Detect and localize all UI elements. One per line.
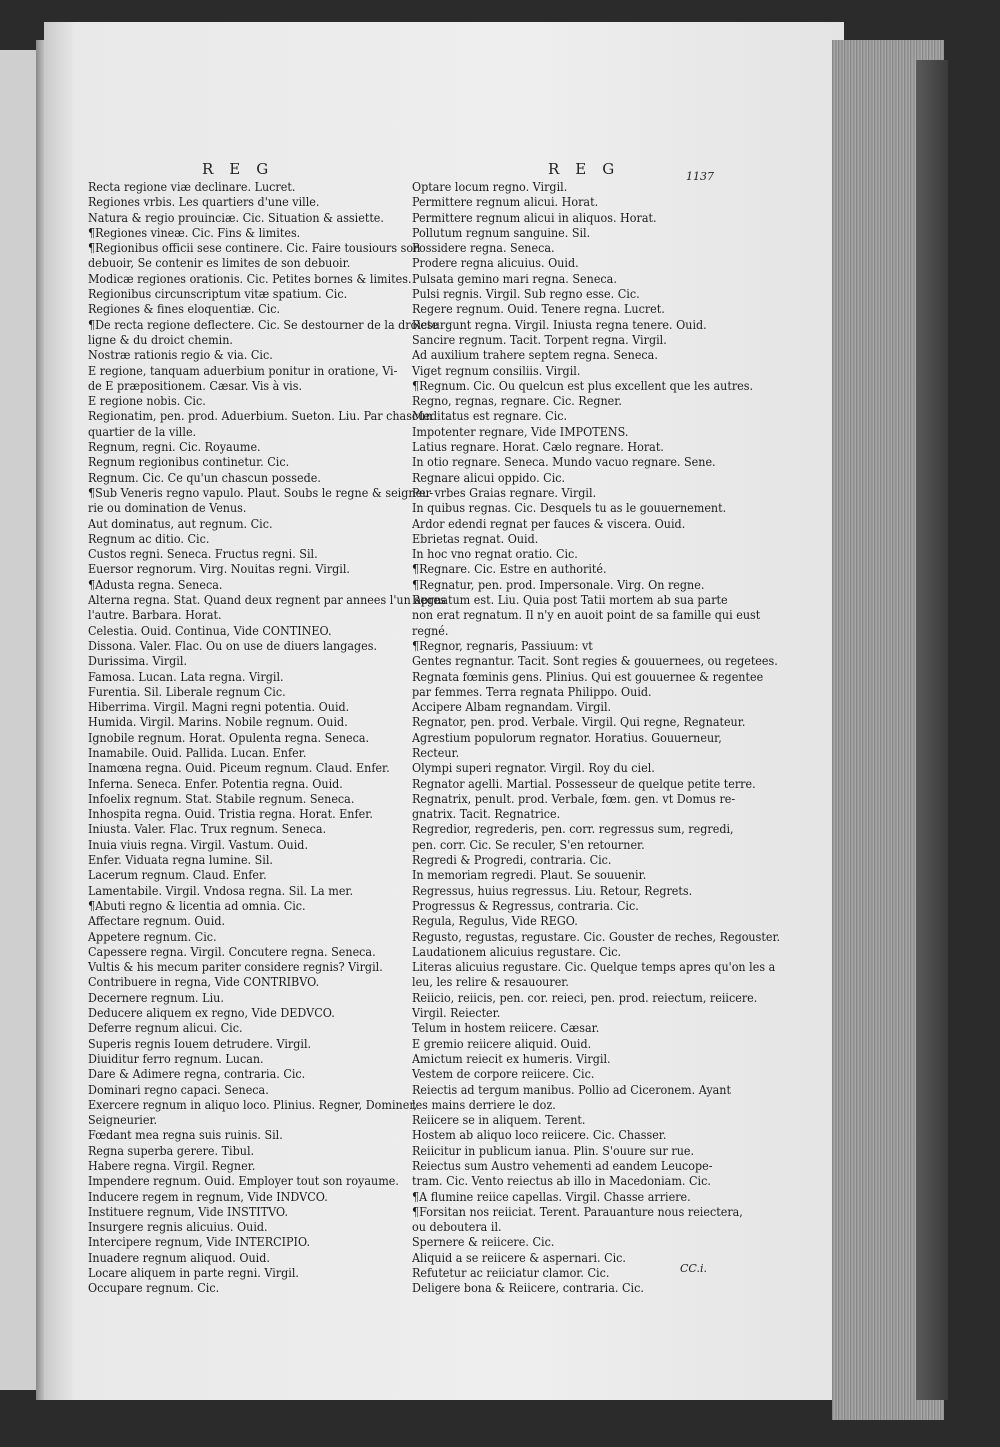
text-line: Regnator, pen. prod. Verbale. Virgil. Qui regne, Regnateur. bbox=[412, 715, 746, 730]
text-line: Telum in hostem reiicere. Cæsar. bbox=[412, 1021, 600, 1036]
text-line: Spernere & reiicere. Cic. bbox=[412, 1235, 555, 1250]
text-line: gnatrix. Tacit. Regnatrice. bbox=[412, 807, 561, 822]
right-text-column bbox=[412, 180, 781, 1297]
text-line: ¶Regiones vineæ. Cic. Fins & limites. bbox=[88, 225, 301, 240]
running-head-right: REG bbox=[548, 160, 631, 178]
text-line: tram. Cic. Vento reiectus ab illo in Macedoniam. Cic. bbox=[412, 1174, 711, 1189]
text-line: Accipere Albam regnandam. Virgil. bbox=[412, 700, 612, 715]
text-line: Regere regnum. Ouid. Tenere regna. Lucret. bbox=[412, 302, 665, 317]
text-line: Occupare regnum. Cic. bbox=[88, 1281, 220, 1296]
text-line: ¶De recta regione deflectere. Cic. Se destourner de la droicte bbox=[88, 317, 439, 332]
text-line: non erat regnatum. Il n'y en auoit point de sa famille qui eust bbox=[412, 608, 761, 623]
text-line: Modicæ regiones orationis. Cic. Petites bornes & limites. bbox=[88, 271, 412, 286]
text-line: Vestem de corpore reiicere. Cic. bbox=[412, 1067, 595, 1082]
text-line: ¶Forsitan nos reiiciat. Terent. Parauanture nous reiectera, bbox=[412, 1204, 743, 1219]
text-line: de E præpositionem. Cæsar. Vis à vis. bbox=[88, 378, 303, 393]
text-line: Literas alicuius regustare. Cic. Quelque temps apres qu'on les a bbox=[412, 960, 776, 975]
text-line: Regnator agelli. Martial. Possesseur de quelque petite terre. bbox=[412, 776, 756, 791]
text-line: Gentes regnantur. Tacit. Sont regies & gouuernees, ou regetees. bbox=[412, 654, 778, 669]
text-line: par femmes. Terra regnata Philippo. Ouid. bbox=[412, 684, 652, 699]
text-line: ¶Regnare. Cic. Estre en authorité. bbox=[412, 562, 607, 577]
text-line: ¶Regnatur, pen. prod. Impersonale. Virg. On regne. bbox=[412, 577, 705, 592]
text-line: Humida. Virgil. Marins. Nobile regnum. Ouid. bbox=[88, 715, 348, 730]
text-line: ¶Regnor, regnaris, Passiuum: vt bbox=[412, 638, 593, 653]
text-line: Appetere regnum. Cic. bbox=[88, 929, 217, 944]
text-line: Permittere regnum alicui. Horat. bbox=[412, 195, 599, 210]
text-line: Vultis & his mecum pariter considere regnis? Virgil. bbox=[88, 960, 383, 975]
text-line: leu, les relire & resauourer. bbox=[412, 975, 569, 990]
text-line: ligne & du droict chemin. bbox=[88, 332, 233, 347]
text-line: Furentia. Sil. Liberale regnum Cic. bbox=[88, 684, 286, 699]
text-line: ¶Regnum. Cic. Ou quelcun est plus excellent que les autres. bbox=[412, 378, 754, 393]
text-line: Inamabile. Ouid. Pallida. Lucan. Enfer. bbox=[88, 745, 307, 760]
text-line: Inhospita regna. Ouid. Tristia regna. Horat. Enfer. bbox=[88, 807, 373, 822]
text-line: Hiberrima. Virgil. Magni regni potentia. Ouid. bbox=[88, 700, 350, 715]
text-line: Locare aliquem in parte regni. Virgil. bbox=[88, 1266, 299, 1281]
text-line: Recteur. bbox=[412, 745, 460, 760]
text-line: Euersor regnorum. Virg. Nouitas regni. Virgil. bbox=[88, 562, 350, 577]
text-line: Capessere regna. Virgil. Concutere regna. Seneca. bbox=[88, 944, 376, 959]
text-line: Reiectis ad tergum manibus. Pollio ad Ciceronem. Ayant bbox=[412, 1082, 731, 1097]
text-line: Durissima. Virgil. bbox=[88, 654, 188, 669]
text-line: Regionatim, pen. prod. Aduerbium. Sueton. Liu. Par chascun bbox=[88, 409, 433, 424]
text-line: Regnum regionibus continetur. Cic. bbox=[88, 455, 290, 470]
text-line: Deligere bona & Reiicere, contraria. Cic. bbox=[412, 1281, 644, 1296]
text-line: Deducere aliquem ex regno, Vide DEDVCO. bbox=[88, 1006, 335, 1021]
text-line: E regione nobis. Cic. bbox=[88, 394, 206, 409]
text-line: Infoelix regnum. Stat. Stabile regnum. Seneca. bbox=[88, 791, 355, 806]
text-line: rie ou domination de Venus. bbox=[88, 501, 247, 516]
text-line: Possidere regna. Seneca. bbox=[412, 241, 555, 256]
text-line: Regressus, huius regressus. Liu. Retour, Regrets. bbox=[412, 883, 693, 898]
text-line: Olympi superi regnator. Virgil. Roy du ciel. bbox=[412, 761, 655, 776]
text-line: Regredi & Progredi, contraria. Cic. bbox=[412, 853, 612, 868]
text-line: Permittere regnum alicui in aliquos. Horat. bbox=[412, 210, 657, 225]
text-line: Famosa. Lucan. Lata regna. Virgil. bbox=[88, 669, 284, 684]
text-line: Reiicio, reiicis, pen. cor. reieci, pen. prod. reiectum, reiicere. bbox=[412, 990, 758, 1005]
text-line: Per vrbes Graias regnare. Virgil. bbox=[412, 485, 597, 500]
text-line: ¶A flumine reiice capellas. Virgil. Chasse arriere. bbox=[412, 1189, 691, 1204]
text-line: Regnum. Cic. Ce qu'un chascun possede. bbox=[88, 470, 321, 485]
text-line: Reiicere se in aliquem. Terent. bbox=[412, 1113, 586, 1128]
text-line: Superis regnis Iouem detrudere. Virgil. bbox=[88, 1036, 312, 1051]
text-line: Inuia viuis regna. Virgil. Vastum. Ouid. bbox=[88, 837, 308, 852]
text-line: Custos regni. Seneca. Fructus regni. Sil. bbox=[88, 547, 318, 562]
text-line: In hoc vno regnat oratio. Cic. bbox=[412, 547, 578, 562]
text-line: Inuadere regnum aliquod. Ouid. bbox=[88, 1250, 270, 1265]
text-line: Lamentabile. Virgil. Vndosa regna. Sil. La mer. bbox=[88, 883, 354, 898]
text-line: Prodere regna alicuius. Ouid. bbox=[412, 256, 579, 271]
text-line: Inferna. Seneca. Enfer. Potentia regna. Ouid. bbox=[88, 776, 343, 791]
text-line: Lacerum regnum. Claud. Enfer. bbox=[88, 868, 267, 883]
text-line: ¶Abuti regno & licentia ad omnia. Cic. bbox=[88, 898, 306, 913]
text-line: Inducere regem in regnum, Vide INDVCO. bbox=[88, 1189, 328, 1204]
cover-edge bbox=[916, 60, 948, 1400]
text-line: Celestia. Ouid. Continua, Vide CONTINEO. bbox=[88, 623, 332, 638]
text-line: Refutetur ac reiiciatur clamor. Cic. bbox=[412, 1266, 610, 1281]
text-line: Impotenter regnare, Vide IMPOTENS. bbox=[412, 424, 629, 439]
text-line: Impendere regnum. Ouid. Employer tout son royaume. bbox=[88, 1174, 399, 1189]
text-line: Regiones & fines eloquentiæ. Cic. bbox=[88, 302, 281, 317]
text-line: Latius regnare. Horat. Cælo regnare. Horat. bbox=[412, 440, 664, 455]
signature-mark: CC.i. bbox=[680, 1262, 707, 1275]
text-line: Insurgere regnis alicuius. Ouid. bbox=[88, 1220, 268, 1235]
text-line: Natura & regio prouinciæ. Cic. Situation & assiette. bbox=[88, 210, 384, 225]
text-line: les mains derriere le doz. bbox=[412, 1097, 556, 1112]
text-line: In memoriam regredi. Plaut. Se souuenir. bbox=[412, 868, 647, 883]
text-line: regné. bbox=[412, 623, 449, 638]
text-line: Regionibus circunscriptum vitæ spatium. Cic. bbox=[88, 287, 348, 302]
text-line: Regnatrix, penult. prod. Verbale, fœm. gen. vt Domus re- bbox=[412, 791, 736, 806]
text-line: E gremio reiicere aliquid. Ouid. bbox=[412, 1036, 592, 1051]
text-line: Enfer. Viduata regna lumine. Sil. bbox=[88, 853, 273, 868]
text-line: Affectare regnum. Ouid. bbox=[88, 914, 226, 929]
text-line: Regusto, regustas, regustare. Cic. Gouster de reches, Regouster. bbox=[412, 929, 781, 944]
text-line: Exercere regnum in aliquo loco. Plinius. Regner, Dominer, bbox=[88, 1097, 417, 1112]
text-line: Viget regnum consiliis. Virgil. bbox=[412, 363, 581, 378]
text-line: Dare & Adimere regna, contraria. Cic. bbox=[88, 1067, 306, 1082]
text-line: Diuiditur ferro regnum. Lucan. bbox=[88, 1051, 264, 1066]
text-line: Meditatus est regnare. Cic. bbox=[412, 409, 568, 424]
text-line: Aliquid a se reiicere & aspernari. Cic. bbox=[412, 1250, 626, 1265]
text-line: Intercipere regnum, Vide INTERCIPIO. bbox=[88, 1235, 311, 1250]
text-line: l'autre. Barbara. Horat. bbox=[88, 608, 222, 623]
text-line: Regna superba gerere. Tibul. bbox=[88, 1143, 255, 1158]
text-line: Instituere regnum, Vide INSTITVO. bbox=[88, 1204, 289, 1219]
text-line: Ignobile regnum. Horat. Opulenta regna. Seneca. bbox=[88, 730, 370, 745]
text-line: Ardor edendi regnat per fauces & viscera. Ouid. bbox=[412, 516, 686, 531]
text-line: Contribuere in regna, Vide CONTRIBVO. bbox=[88, 975, 320, 990]
text-line: Pulsata gemino mari regna. Seneca. bbox=[412, 271, 617, 286]
text-line: Regiones vrbis. Les quartiers d'une ville. bbox=[88, 195, 320, 210]
text-line: ¶Regionibus officii sese continere. Cic. Faire tousiours son bbox=[88, 241, 421, 256]
text-line: Decernere regnum. Liu. bbox=[88, 990, 224, 1005]
text-line: Reiectus sum Austro vehementi ad eandem Leucope- bbox=[412, 1159, 713, 1173]
text-line: ¶Adusta regna. Seneca. bbox=[88, 577, 223, 592]
text-line: Optare locum regno. Virgil. bbox=[412, 180, 568, 194]
text-line: Amictum reiecit ex humeris. Virgil. bbox=[412, 1051, 611, 1066]
text-line: Pulsi regnis. Virgil. Sub regno esse. Cic. bbox=[412, 287, 640, 302]
text-line: Seigneurier. bbox=[88, 1113, 158, 1128]
text-line: Aut dominatus, aut regnum. Cic. bbox=[88, 516, 273, 531]
text-line: Virgil. Reiecter. bbox=[412, 1006, 501, 1021]
text-line: Laudationem alicuius regustare. Cic. bbox=[412, 944, 622, 959]
text-line: Deferre regnum alicui. Cic. bbox=[88, 1021, 243, 1036]
text-line: Regnare alicui oppido. Cic. bbox=[412, 470, 566, 485]
text-line: Regula, Regulus, Vide REGO. bbox=[412, 914, 578, 929]
text-line: Regnata fœminis gens. Plinius. Qui est gouuernee & regentee bbox=[412, 669, 764, 684]
text-line: Resurgunt regna. Virgil. Iniusta regna tenere. Ouid. bbox=[412, 317, 707, 332]
text-line: Dissona. Valer. Flac. Ou on use de diuers langages. bbox=[88, 638, 378, 653]
text-line: In otio regnare. Seneca. Mundo vacuo regnare. Sene. bbox=[412, 455, 716, 470]
text-line: Reiicitur in publicum ianua. Plin. S'ouure sur rue. bbox=[412, 1143, 695, 1158]
text-line: Sancire regnum. Tacit. Torpent regna. Virgil. bbox=[412, 332, 667, 347]
text-line: debuoir, Se contenir es limites de son debuoir. bbox=[88, 256, 351, 271]
text-line: Alterna regna. Stat. Quand deux regnent par annees l'un apres bbox=[88, 593, 446, 608]
text-line: Dominari regno capaci. Seneca. bbox=[88, 1082, 269, 1097]
text-line: Regnum, regni. Cic. Royaume. bbox=[88, 440, 261, 455]
page-number: 1137 bbox=[686, 170, 714, 183]
text-line: Agrestium populorum regnator. Horatius. Gouuerneur, bbox=[412, 730, 722, 745]
text-line: Progressus & Regressus, contraria. Cic. bbox=[412, 898, 639, 913]
text-line: Regnum ac ditio. Cic. bbox=[88, 531, 210, 546]
text-line: Nostræ rationis regio & via. Cic. bbox=[88, 348, 273, 363]
text-line: Fœdant mea regna suis ruinis. Sil. bbox=[88, 1128, 283, 1143]
text-line: Recta regione viæ declinare. Lucret. bbox=[88, 180, 296, 194]
text-line: ou deboutera il. bbox=[412, 1220, 502, 1235]
text-line: Pollutum regnum sanguine. Sil. bbox=[412, 225, 591, 240]
text-line: E regione, tanquam aduerbium ponitur in oratione, Vi- bbox=[88, 363, 398, 378]
text-line: Regnatum est. Liu. Quia post Tatii mortem ab sua parte bbox=[412, 593, 728, 608]
text-line: quartier de la ville. bbox=[88, 424, 197, 439]
text-line: ¶Sub Veneris regno vapulo. Plaut. Soubs le regne & seigneu- bbox=[88, 485, 434, 500]
text-line: Regredior, regrederis, pen. corr. regressus sum, regredi, bbox=[412, 822, 734, 837]
text-line: Hostem ab aliquo loco reiicere. Cic. Chasser. bbox=[412, 1128, 667, 1143]
text-line: Ebrietas regnat. Ouid. bbox=[412, 531, 539, 546]
text-line: Habere regna. Virgil. Regner. bbox=[88, 1159, 256, 1173]
text-line: Inamœna regna. Ouid. Piceum regnum. Claud. Enfer. bbox=[88, 761, 390, 776]
running-head-left: REG bbox=[202, 160, 285, 178]
text-line: Iniusta. Valer. Flac. Trux regnum. Seneca. bbox=[88, 822, 327, 837]
text-line: Ad auxilium trahere septem regna. Seneca. bbox=[412, 348, 658, 363]
text-line: Regno, regnas, regnare. Cic. Regner. bbox=[412, 394, 622, 409]
text-line: pen. corr. Cic. Se reculer, S'en retourner. bbox=[412, 837, 645, 852]
text-line: In quibus regnas. Cic. Desquels tu as le gouuernement. bbox=[412, 501, 727, 516]
